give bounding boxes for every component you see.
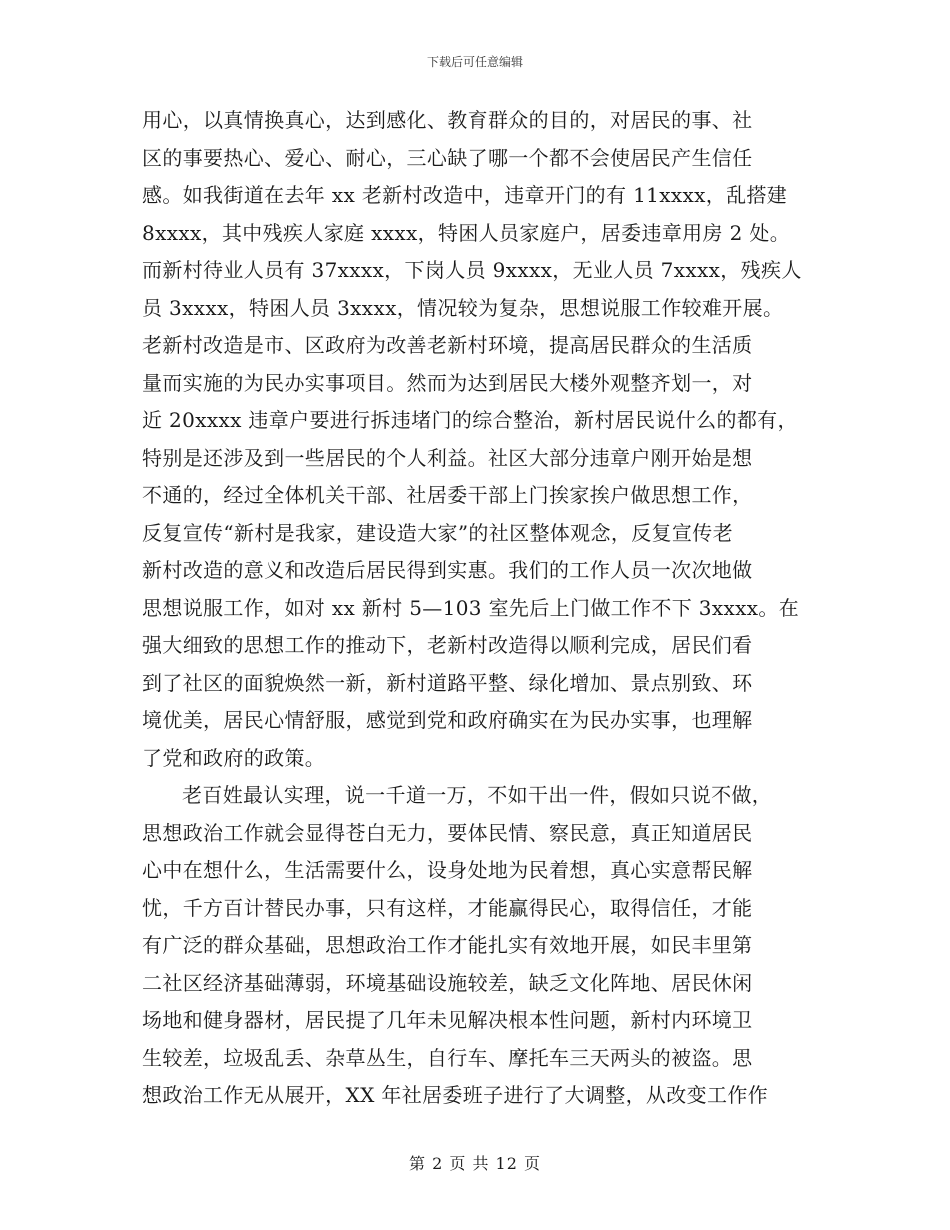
text-line: 8xxxx，其中残疾人家庭 xxxx，特困人员家庭户，居委违章用房 2 处。	[142, 220, 791, 245]
page-number-footer: 第 2 页 共 12 页	[409, 1154, 541, 1173]
text-line: 而新村待业人员有 37xxxx，下岗人员 9xxxx，无业人员 7xxxx，残疾人	[142, 258, 802, 282]
text-line: 二社区经济基础薄弱，环境基础设施较差，缺乏文化阵地、居民休闲	[142, 970, 753, 995]
text-line: 新村改造的意义和改造后居民得到实惠。我们的工作人员一次次地做	[142, 558, 753, 582]
text-line: 心中在想什么，生活需要什么，设身处地为民着想，真心实意帮民解	[142, 858, 753, 882]
text-line: 想政治工作无从展开，XX 年社居委班子进行了大调整，从改变工作作	[142, 1083, 769, 1107]
text-line: 老新村改造是市、区政府为改善老新村环境，提高居民群众的生活质	[142, 333, 753, 357]
text-line: 场地和健身器材，居民提了几年未见解决根本性问题，新村内环境卫	[142, 1008, 753, 1032]
text-line: 生较差，垃圾乱丢、杂草丛生，自行车、摩托车三天两头的被盗。思	[142, 1045, 753, 1070]
paragraph-first-line: 老百姓最认实理，说一千道一万，不如干出一件，假如只说不做，	[182, 783, 773, 807]
text-line: 境优美，居民心情舒服，感觉到党和政府确实在为民办实事，也理解	[142, 708, 753, 732]
text-line: 思想政治工作就会显得苍白无力，要体民情、察民意，真正知道居民	[142, 820, 753, 845]
text-line: 感。如我街道在去年 xx 老新村改造中，违章开门的有 11xxxx，乱搭建	[142, 183, 788, 207]
text-line: 用心，以真情换真心，达到感化、教育群众的目的，对居民的事、社	[142, 108, 753, 132]
text-line: 了党和政府的政策。	[142, 745, 326, 770]
text-line: 思想说服工作，如对 xx 新村 5—103 室先后上门做工作不下 3xxxx。在	[142, 595, 800, 620]
text-line: 量而实施的为民办实事项目。然而为达到居民大楼外观整齐划一，对	[142, 370, 753, 395]
text-line: 反复宣传“新村是我家，建设造大家”的社区整体观念，反复宣传老	[142, 520, 733, 545]
text-line: 近 20xxxx 违章户要进行拆违堵门的综合整治，新村居民说什么的都有，	[142, 408, 798, 432]
text-line: 到了社区的面貌焕然一新，新村道路平整、绿化增加、景点别致、环	[142, 670, 753, 695]
text-line: 员 3xxxx，特困人员 3xxxx，情况较为复杂，思想说服工作较难开展。	[142, 295, 784, 320]
page-header: 下载后可任意编辑	[426, 55, 523, 69]
text-line: 不通的，经过全体机关干部、社居委干部上门挨家挨户做思想工作，	[142, 483, 753, 507]
text-line: 忧，千方百计替民办事，只有这样，才能赢得民心，取得信任，才能	[142, 895, 753, 920]
text-line: 区的事要热心、爱心、耐心，三心缺了哪一个都不会使居民产生信任	[142, 145, 753, 170]
text-line: 有广泛的群众基础，思想政治工作才能扎实有效地开展，如民丰里第	[142, 933, 753, 957]
text-line: 特别是还涉及到一些居民的个人利益。社区大部分违章户刚开始是想	[142, 445, 753, 470]
document-body	[142, 102, 822, 1115]
text-line: 强大细致的思想工作的推动下，老新村改造得以顺利完成，居民们看	[142, 633, 753, 657]
